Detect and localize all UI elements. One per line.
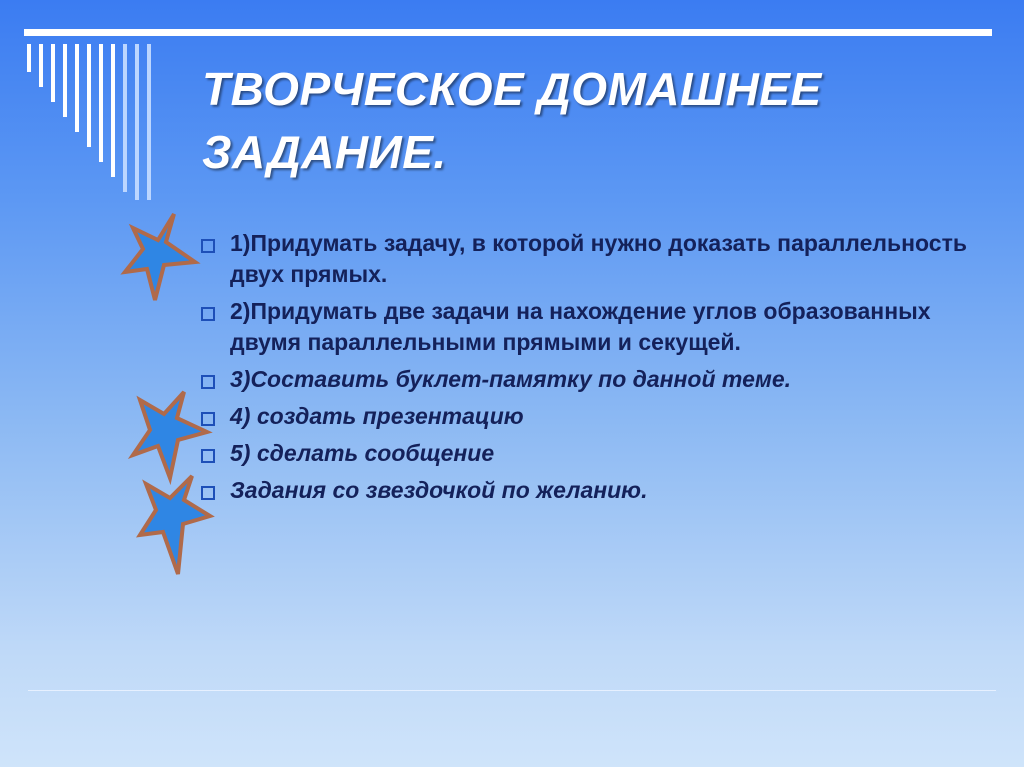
task-text: 4) создать презентацию bbox=[230, 403, 524, 429]
square-bullet-icon bbox=[201, 412, 215, 426]
task-item-3 bbox=[200, 364, 980, 395]
task-text: Задания со звездочкой по желанию. bbox=[230, 477, 648, 503]
slide-title-line-1: ТВОРЧЕСКОЕ ДОМАШНЕЕ bbox=[202, 63, 822, 115]
square-bullet-icon bbox=[201, 449, 215, 463]
slide-title bbox=[202, 58, 1002, 184]
task-item-6 bbox=[200, 475, 980, 506]
task-item-4 bbox=[200, 401, 980, 432]
task-text: 1)Придумать задачу, в которой нужно доказать параллельность двух прямых. bbox=[230, 230, 967, 287]
task-text: 5) сделать сообщение bbox=[230, 440, 495, 466]
bottom-decorative-line bbox=[28, 690, 996, 691]
square-bullet-icon bbox=[201, 307, 215, 321]
task-item-2 bbox=[200, 296, 980, 358]
task-item-5 bbox=[200, 438, 980, 469]
task-text: 2)Придумать две задачи на нахождение углов образованных двумя параллельными прямыми и секущей. bbox=[230, 298, 931, 355]
square-bullet-icon bbox=[201, 239, 215, 253]
star-icon bbox=[125, 214, 195, 300]
task-text: 3)Составить буклет-памятку по данной теме. bbox=[230, 366, 792, 392]
slide-title-line-2: ЗАДАНИЕ. bbox=[202, 126, 447, 178]
task-list bbox=[200, 228, 980, 512]
square-bullet-icon bbox=[201, 486, 215, 500]
star-icon bbox=[133, 392, 207, 478]
square-bullet-icon bbox=[201, 375, 215, 389]
task-item-1 bbox=[200, 228, 980, 290]
